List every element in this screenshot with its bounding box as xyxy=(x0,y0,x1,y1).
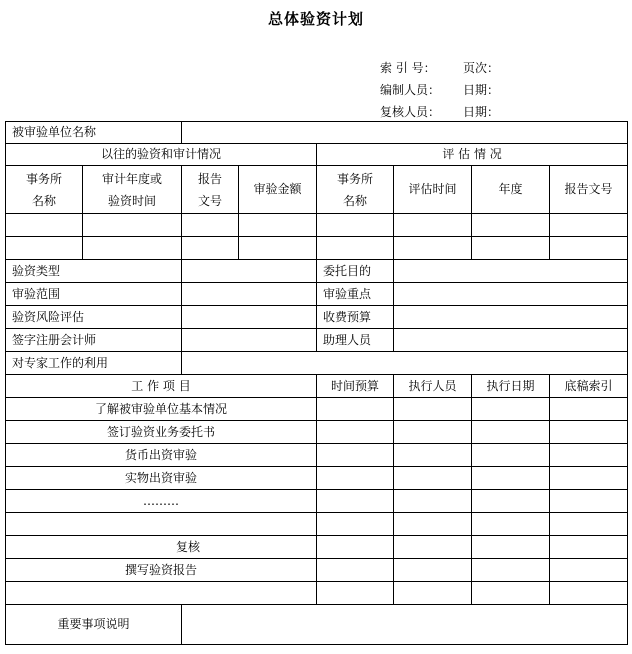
verification-type-field[interactable] xyxy=(182,260,317,283)
eval-col-report-no: 报告文号 xyxy=(550,166,628,214)
work-item-label: 复核 xyxy=(6,536,317,559)
engagement-purpose-label: 委托目的 xyxy=(317,260,394,283)
focus-field[interactable] xyxy=(394,283,628,306)
work-item-label: 实物出资审验 xyxy=(6,467,317,490)
table-row xyxy=(6,237,628,260)
audit-plan-table xyxy=(5,121,628,645)
scope-field[interactable] xyxy=(182,283,317,306)
fee-budget-field[interactable] xyxy=(394,306,628,329)
work-col-staff: 执行人员 xyxy=(394,375,472,398)
work-item-label: 撰写验资报告 xyxy=(6,559,317,582)
work-col-date: 执行日期 xyxy=(472,375,550,398)
eval-col-firm: 事务所 名称 xyxy=(317,166,394,214)
expert-use-field[interactable] xyxy=(182,352,628,375)
hist-col-year: 审计年度或 验资时间 xyxy=(83,166,182,214)
work-item-row xyxy=(6,444,628,467)
work-item-label xyxy=(6,582,317,605)
table-row xyxy=(6,214,628,237)
assistants-field[interactable] xyxy=(394,329,628,352)
client-name-field[interactable] xyxy=(182,122,628,144)
assistants-label: 助理人员 xyxy=(317,329,394,352)
work-item-row xyxy=(6,490,628,513)
eval-col-year: 年度 xyxy=(472,166,550,214)
hist-col-firm: 事务所 名称 xyxy=(6,166,83,214)
eval-header: 评 估 情 况 xyxy=(317,144,628,166)
work-item-row xyxy=(6,421,628,444)
work-item-row xyxy=(6,582,628,605)
key-matters-label: 重要事项说明 xyxy=(6,605,182,645)
work-col-workpaper-index: 底稿索引 xyxy=(550,375,628,398)
work-item-label: 了解被审验单位基本情况 xyxy=(6,398,317,421)
work-items-header: 工 作 项 目 xyxy=(6,375,317,398)
reviewed-date-label: 日期： xyxy=(463,105,500,119)
key-matters-field[interactable] xyxy=(182,605,628,645)
client-name-label: 被审验单位名称 xyxy=(6,122,182,144)
reviewed-by-label: 复核人员： xyxy=(380,105,441,119)
work-item-label xyxy=(6,513,317,536)
hist-col-amount: 审验金额 xyxy=(239,166,317,214)
index-label: 索 引 号： xyxy=(380,61,436,75)
work-item-row xyxy=(6,398,628,421)
work-item-row xyxy=(6,559,628,582)
focus-label: 审验重点 xyxy=(317,283,394,306)
prepared-date-label: 日期： xyxy=(463,83,500,97)
page-title: 总体验资计划 xyxy=(267,10,364,28)
signing-cpa-label: 签字注册会计师 xyxy=(6,329,182,352)
fee-budget-label: 收费预算 xyxy=(317,306,394,329)
risk-assessment-label: 验资风险评估 xyxy=(6,306,182,329)
work-item-label: 货币出资审验 xyxy=(6,444,317,467)
work-item-row xyxy=(6,513,628,536)
scope-label: 审验范围 xyxy=(6,283,182,306)
prepared-by-label: 编制人员： xyxy=(380,83,441,97)
work-item-row xyxy=(6,536,628,559)
eval-col-time: 评估时间 xyxy=(394,166,472,214)
work-item-row xyxy=(6,467,628,490)
signing-cpa-field[interactable] xyxy=(182,329,317,352)
work-item-label: ……… xyxy=(6,490,317,513)
work-item-label: 签订验资业务委托书 xyxy=(6,421,317,444)
verification-type-label: 验资类型 xyxy=(6,260,182,283)
history-header: 以往的验资和审计情况 xyxy=(6,144,317,166)
expert-use-label: 对专家工作的利用 xyxy=(6,352,182,375)
hist-col-report-no: 报告 文号 xyxy=(182,166,239,214)
work-col-time-budget: 时间预算 xyxy=(317,375,394,398)
engagement-purpose-field[interactable] xyxy=(394,260,628,283)
risk-assessment-field[interactable] xyxy=(182,306,317,329)
page-label: 页次： xyxy=(463,61,500,75)
